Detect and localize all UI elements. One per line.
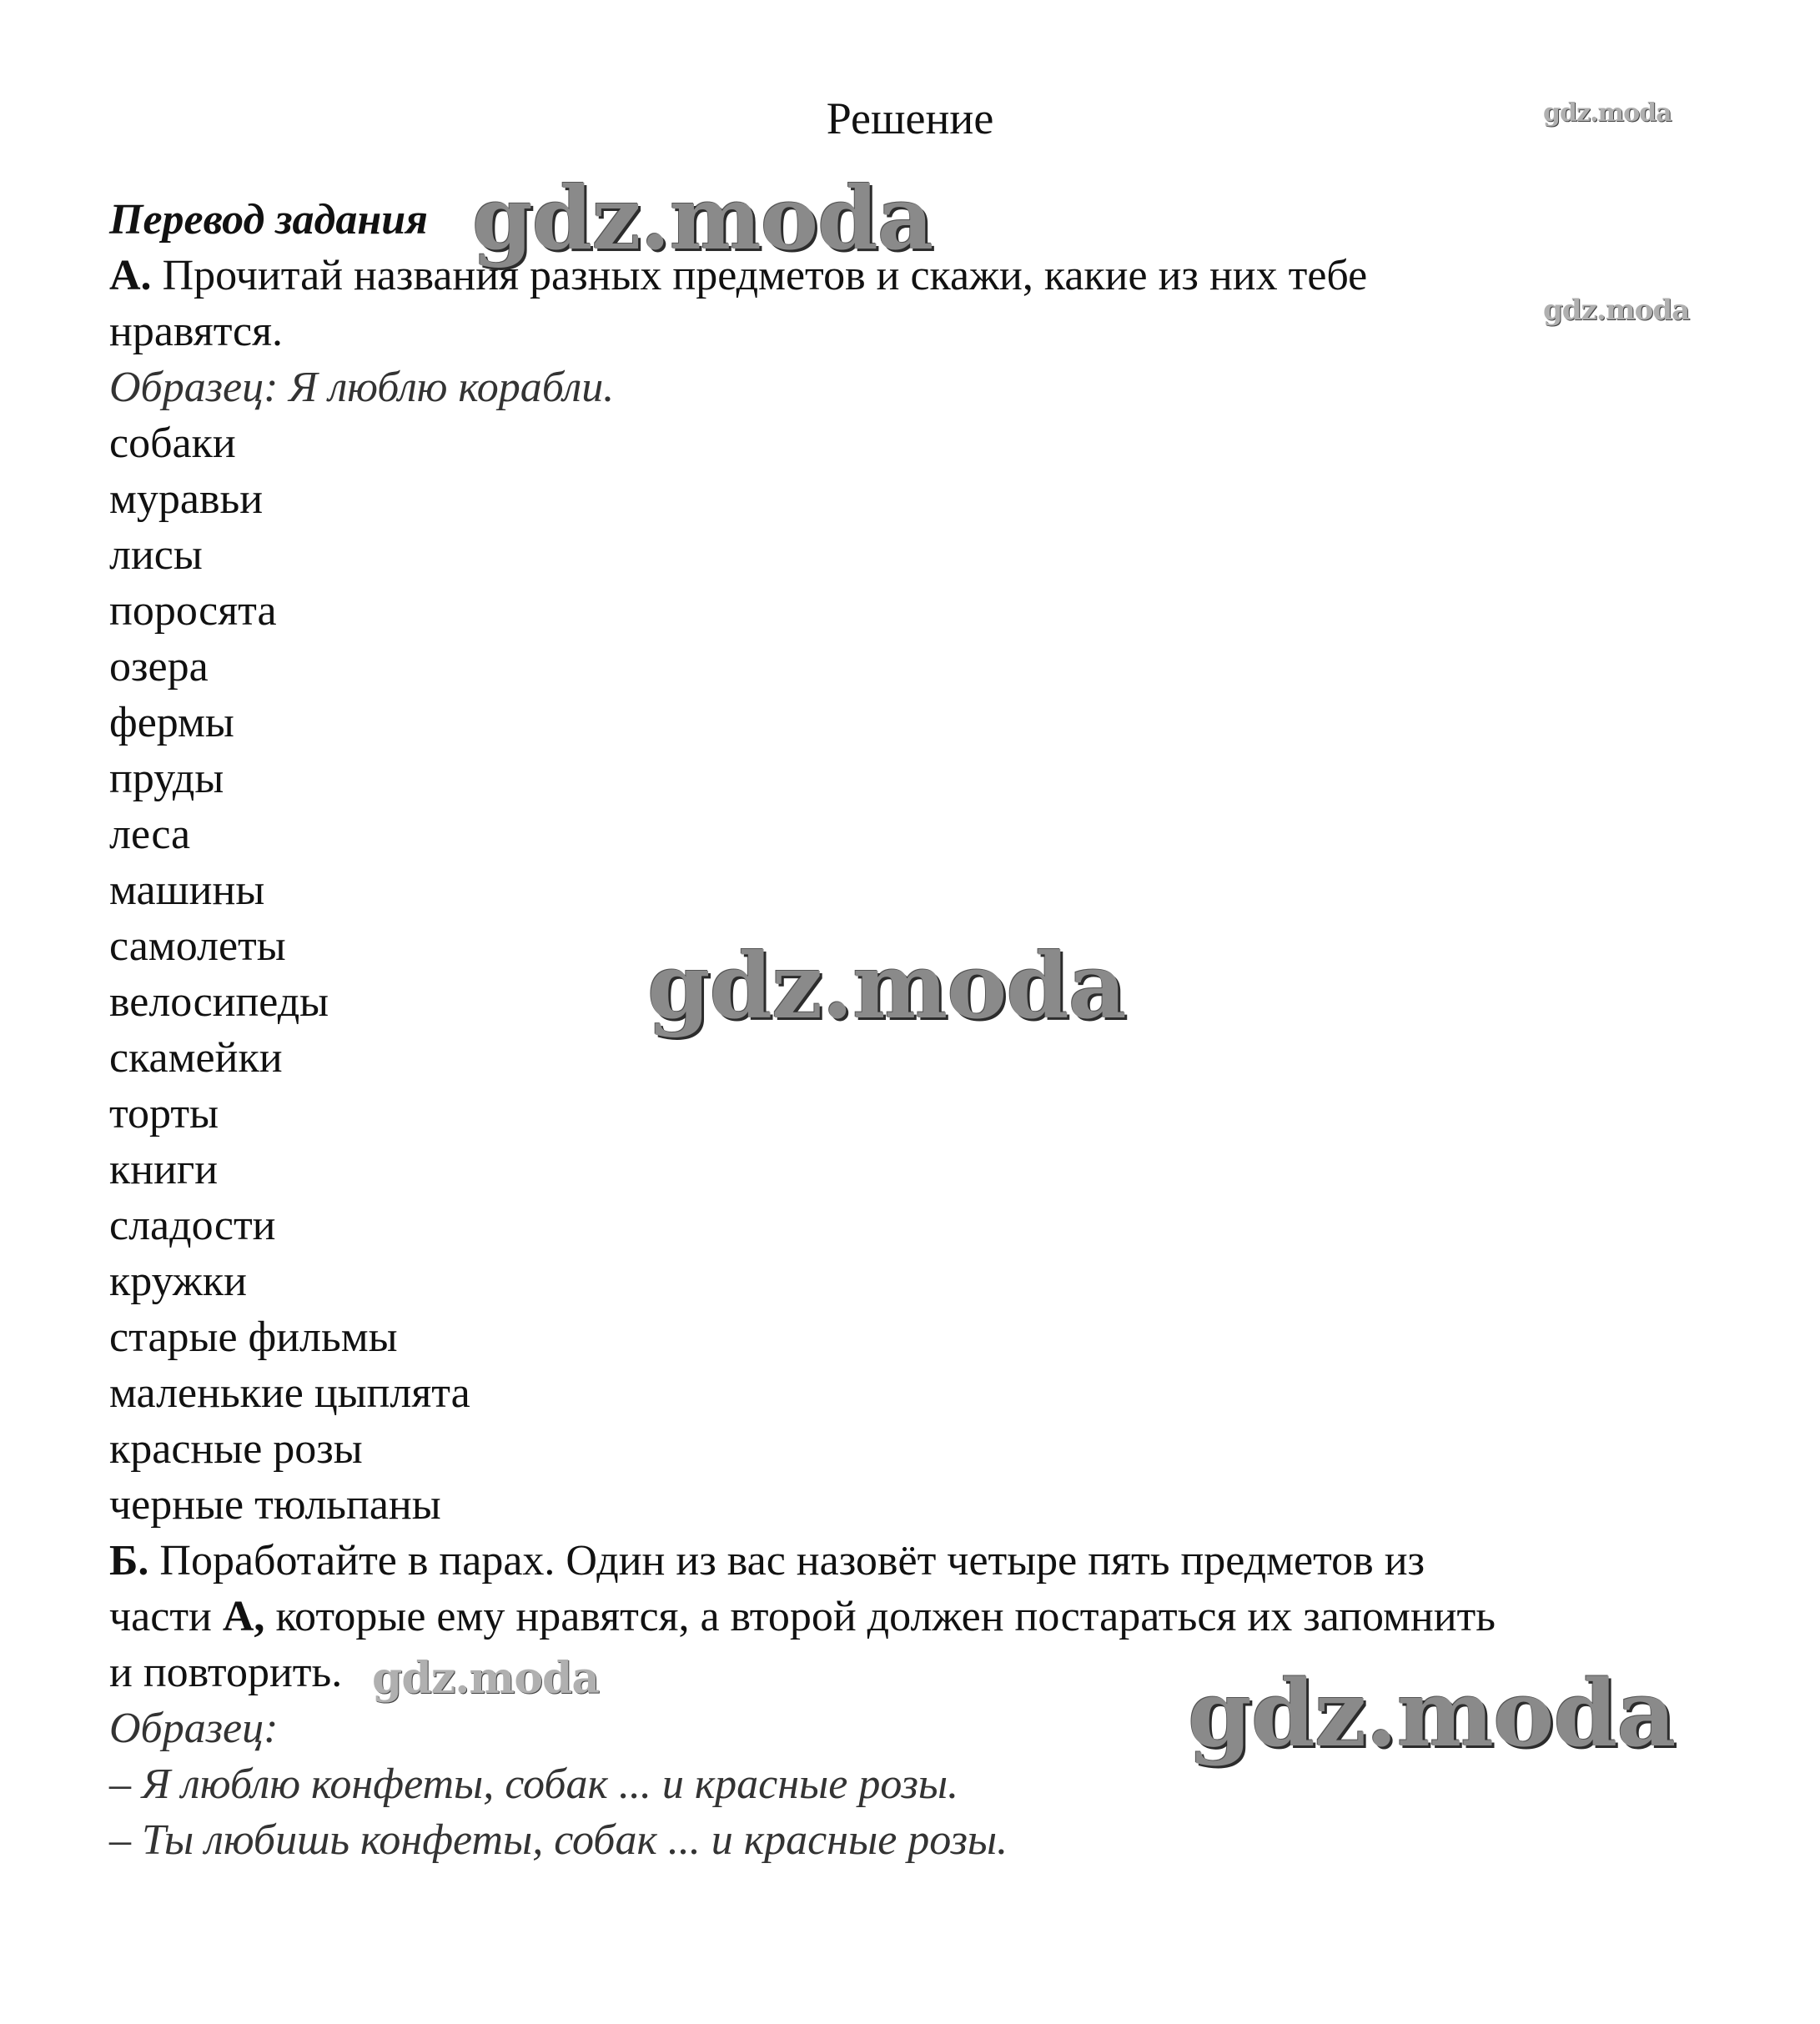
section-title: Перевод задания bbox=[109, 196, 428, 244]
watermark-logo: gdz.moda bbox=[372, 1653, 600, 1704]
list-item: кружки bbox=[109, 1258, 247, 1305]
part-b-text-line2-start: части bbox=[109, 1593, 223, 1640]
list-item: старые фильмы bbox=[109, 1313, 398, 1361]
part-a-sample: Образец: Я люблю корабли. bbox=[109, 364, 615, 411]
list-item: черные тюльпаны bbox=[109, 1481, 441, 1529]
page-heading: Решение bbox=[826, 93, 994, 143]
part-a-text-line1: Прочитай названия разных предметов и скажи, какие из них тебе bbox=[151, 252, 1368, 299]
part-b-instruction bbox=[109, 1533, 1744, 1589]
dialog-line: – Ты любишь конфеты, собак ... и красные розы. bbox=[109, 1816, 1008, 1864]
list-item: маленькие цыплята bbox=[109, 1369, 470, 1417]
watermark-logo: gdz.moda bbox=[1543, 294, 1690, 327]
watermark-logo: gdz.moda bbox=[1188, 1660, 1676, 1767]
list-item: леса bbox=[109, 811, 191, 858]
list-item: скамейки bbox=[109, 1034, 283, 1082]
watermark-logo: gdz.moda bbox=[1543, 98, 1672, 128]
list-item: муравьи bbox=[109, 475, 264, 523]
part-a-label: А. bbox=[109, 252, 152, 299]
dialog-line: – Я люблю конфеты, собак ... и красные розы. bbox=[109, 1760, 959, 1808]
part-b-sample-label: Образец: bbox=[109, 1705, 279, 1752]
part-b-text-line3: и повторить. bbox=[109, 1649, 343, 1696]
list-item: велосипеды bbox=[109, 978, 329, 1026]
list-item: красные розы bbox=[109, 1425, 363, 1473]
list-item: самолеты bbox=[109, 922, 286, 970]
watermark-logo: gdz.moda bbox=[472, 167, 933, 269]
part-b-text-line1: Поработайте в парах. Один из вас назовёт четыре пять предметов из bbox=[148, 1537, 1425, 1585]
part-b-ref-label: А, bbox=[222, 1593, 265, 1640]
part-a-text-line2: нравятся. bbox=[109, 308, 284, 355]
list-item: торты bbox=[109, 1090, 219, 1138]
part-b-text-line2 bbox=[109, 1589, 1744, 1645]
list-item: машины bbox=[109, 866, 265, 914]
list-item: поросята bbox=[109, 587, 277, 635]
list-item: озера bbox=[109, 643, 209, 691]
list-item: пруды bbox=[109, 755, 224, 802]
list-item: книги bbox=[109, 1146, 219, 1193]
part-b-label: Б. bbox=[109, 1537, 149, 1585]
part-b-text-line2-end: которые ему нравятся, а второй должен постараться их запомнить bbox=[264, 1593, 1496, 1640]
list-item: фермы bbox=[109, 699, 234, 746]
watermark-logo: gdz.moda bbox=[647, 934, 1126, 1039]
list-item: собаки bbox=[109, 419, 236, 467]
list-item: лисы bbox=[109, 531, 203, 579]
list-item: сладости bbox=[109, 1202, 276, 1249]
